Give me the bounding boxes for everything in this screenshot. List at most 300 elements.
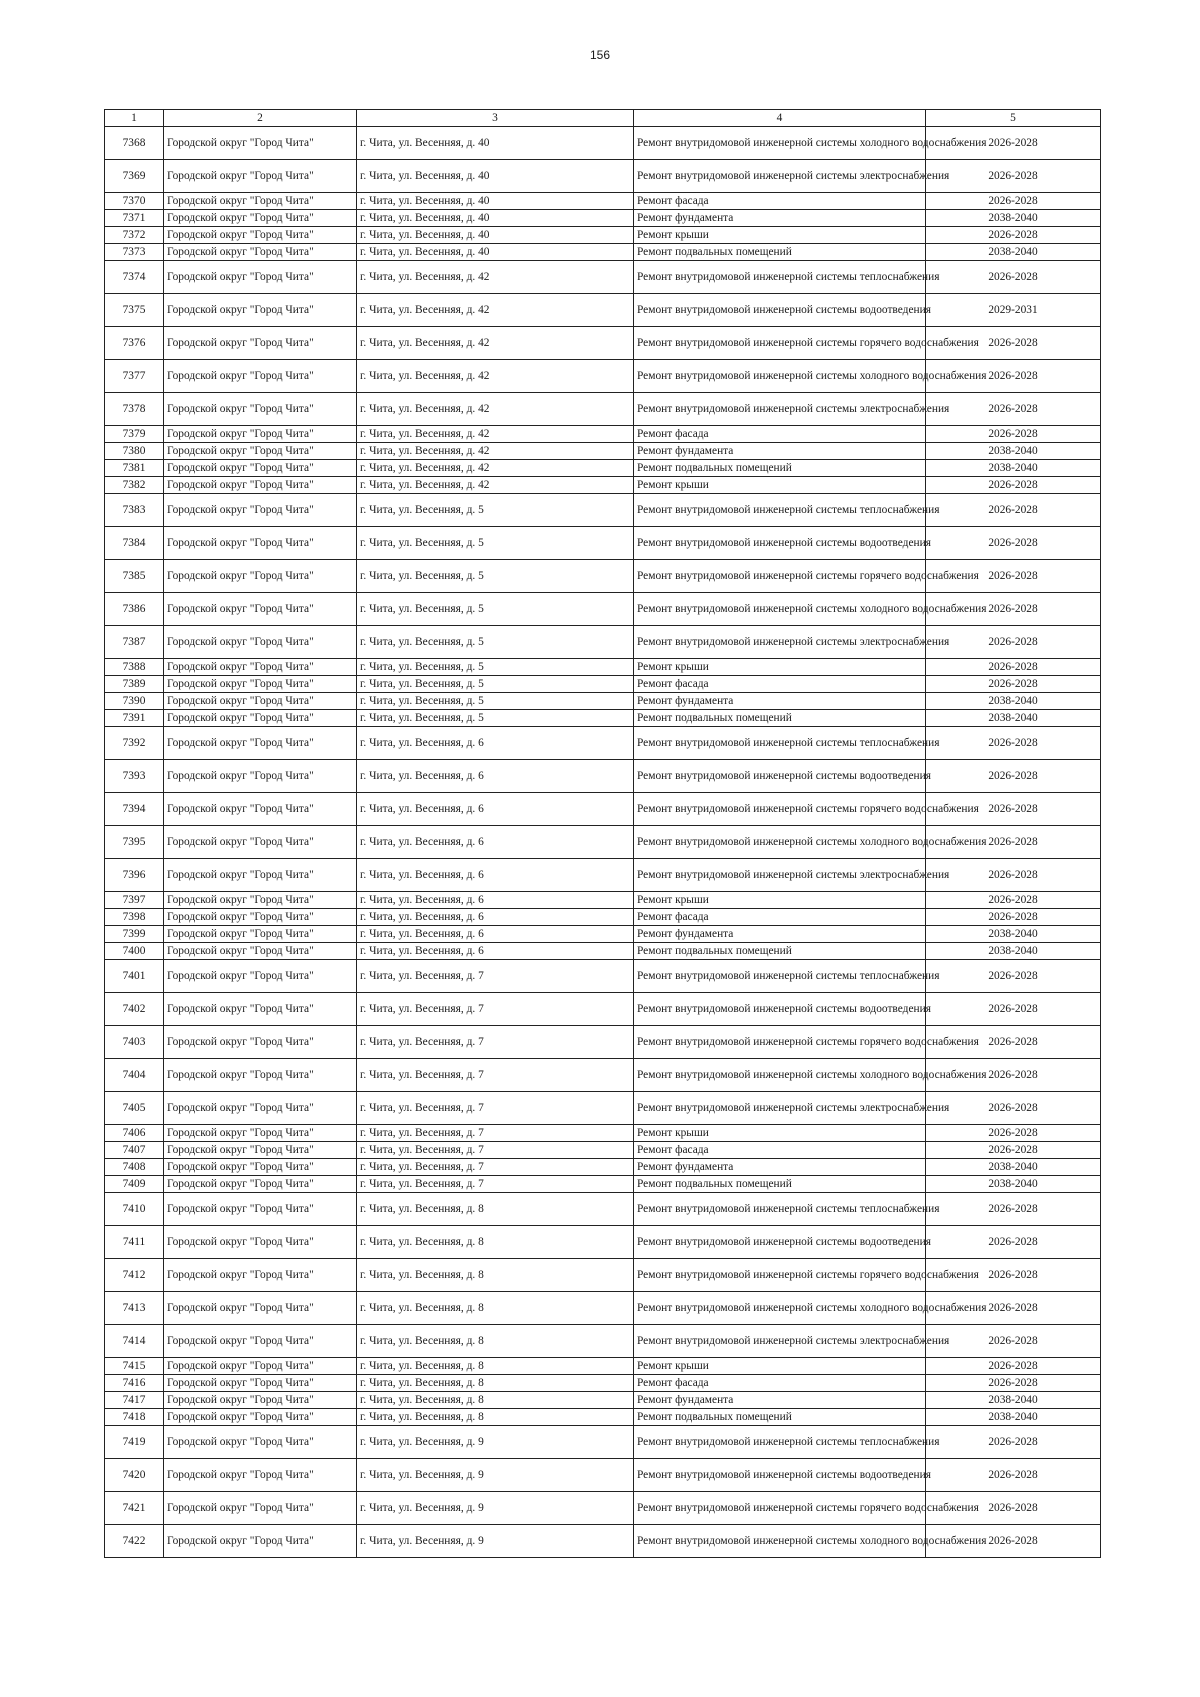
row-number-cell: 7390 (105, 693, 164, 710)
table-row (105, 1159, 1101, 1176)
table-row (105, 676, 1101, 693)
municipality-cell: Городской округ "Город Чита" (164, 960, 357, 993)
work-type-cell: Ремонт фундамента (634, 210, 926, 227)
table-row (105, 360, 1101, 393)
address-cell: г. Чита, ул. Весенняя, д. 6 (357, 859, 634, 892)
table-row (105, 443, 1101, 460)
address-cell: г. Чита, ул. Весенняя, д. 42 (357, 460, 634, 477)
address-cell: г. Чита, ул. Весенняя, д. 7 (357, 1125, 634, 1142)
table-row (105, 1459, 1101, 1492)
municipality-cell: Городской округ "Город Чита" (164, 926, 357, 943)
address-cell: г. Чита, ул. Весенняя, д. 8 (357, 1226, 634, 1259)
municipality-cell: Городской округ "Город Чита" (164, 426, 357, 443)
municipality-cell: Городской округ "Город Чита" (164, 327, 357, 360)
work-type-cell: Ремонт фундамента (634, 1159, 926, 1176)
row-number-cell: 7371 (105, 210, 164, 227)
period-cell: 2026-2028 (926, 626, 1101, 659)
period-cell: 2026-2028 (926, 1059, 1101, 1092)
row-number-cell: 7411 (105, 1226, 164, 1259)
municipality-cell: Городской округ "Город Чита" (164, 443, 357, 460)
row-number-cell: 7404 (105, 1059, 164, 1092)
address-cell: г. Чита, ул. Весенняя, д. 6 (357, 727, 634, 760)
work-type-cell: Ремонт подвальных помещений (634, 1409, 926, 1426)
period-cell: 2038-2040 (926, 943, 1101, 960)
period-cell: 2026-2028 (926, 1092, 1101, 1125)
address-cell: г. Чита, ул. Весенняя, д. 42 (357, 261, 634, 294)
table-row (105, 909, 1101, 926)
row-number-cell: 7368 (105, 127, 164, 160)
address-cell: г. Чита, ул. Весенняя, д. 8 (357, 1392, 634, 1409)
work-type-cell: Ремонт крыши (634, 1358, 926, 1375)
address-cell: г. Чита, ул. Весенняя, д. 7 (357, 1092, 634, 1125)
row-number-cell: 7388 (105, 659, 164, 676)
row-number-cell: 7415 (105, 1358, 164, 1375)
period-cell: 2026-2028 (926, 527, 1101, 560)
work-type-cell: Ремонт крыши (634, 892, 926, 909)
period-cell: 2026-2028 (926, 1026, 1101, 1059)
address-cell: г. Чита, ул. Весенняя, д. 7 (357, 1026, 634, 1059)
table-row (105, 1325, 1101, 1358)
work-type-cell: Ремонт внутридомовой инженерной системы холодного водоснабжения (634, 127, 926, 160)
address-cell: г. Чита, ул. Весенняя, д. 40 (357, 244, 634, 261)
address-cell: г. Чита, ул. Весенняя, д. 9 (357, 1492, 634, 1525)
period-cell: 2026-2028 (926, 1525, 1101, 1558)
table-row (105, 1125, 1101, 1142)
row-number-cell: 7420 (105, 1459, 164, 1492)
period-cell: 2038-2040 (926, 460, 1101, 477)
work-type-cell: Ремонт внутридомовой инженерной системы электроснабжения (634, 859, 926, 892)
address-cell: г. Чита, ул. Весенняя, д. 8 (357, 1193, 634, 1226)
address-cell: г. Чита, ул. Весенняя, д. 8 (357, 1259, 634, 1292)
municipality-cell: Городской округ "Город Чита" (164, 1325, 357, 1358)
address-cell: г. Чита, ул. Весенняя, д. 8 (357, 1375, 634, 1392)
period-cell: 2026-2028 (926, 659, 1101, 676)
address-cell: г. Чита, ул. Весенняя, д. 5 (357, 560, 634, 593)
table-row (105, 1358, 1101, 1375)
period-cell: 2026-2028 (926, 426, 1101, 443)
period-cell: 2026-2028 (926, 1358, 1101, 1375)
period-cell: 2026-2028 (926, 1125, 1101, 1142)
table-row (105, 793, 1101, 826)
municipality-cell: Городской округ "Город Чита" (164, 1176, 357, 1193)
period-cell: 2026-2028 (926, 909, 1101, 926)
work-type-cell: Ремонт фасада (634, 676, 926, 693)
address-cell: г. Чита, ул. Весенняя, д. 9 (357, 1525, 634, 1558)
table-row (105, 460, 1101, 477)
address-cell: г. Чита, ул. Весенняя, д. 5 (357, 659, 634, 676)
work-type-cell: Ремонт фасада (634, 1375, 926, 1392)
address-cell: г. Чита, ул. Весенняя, д. 6 (357, 760, 634, 793)
address-cell: г. Чита, ул. Весенняя, д. 40 (357, 160, 634, 193)
period-cell: 2026-2028 (926, 676, 1101, 693)
work-type-cell: Ремонт подвальных помещений (634, 460, 926, 477)
table-row (105, 1026, 1101, 1059)
work-type-cell: Ремонт внутридомовой инженерной системы горячего водоснабжения (634, 327, 926, 360)
municipality-cell: Городской округ "Город Чита" (164, 460, 357, 477)
table-row (105, 892, 1101, 909)
table-row (105, 1193, 1101, 1226)
period-cell: 2026-2028 (926, 760, 1101, 793)
table-row (105, 1142, 1101, 1159)
work-type-cell: Ремонт фасада (634, 1142, 926, 1159)
period-cell: 2038-2040 (926, 244, 1101, 261)
row-number-cell: 7398 (105, 909, 164, 926)
row-number-cell: 7418 (105, 1409, 164, 1426)
row-number-cell: 7380 (105, 443, 164, 460)
repair-schedule-table (104, 109, 1101, 1558)
municipality-cell: Городской округ "Город Чита" (164, 1358, 357, 1375)
period-cell: 2026-2028 (926, 477, 1101, 494)
address-cell: г. Чита, ул. Весенняя, д. 40 (357, 210, 634, 227)
address-cell: г. Чита, ул. Весенняя, д. 7 (357, 1176, 634, 1193)
work-type-cell: Ремонт внутридомовой инженерной системы водоотведения (634, 993, 926, 1026)
period-cell: 2026-2028 (926, 393, 1101, 426)
table-row (105, 1176, 1101, 1193)
municipality-cell: Городской округ "Город Чита" (164, 261, 357, 294)
address-cell: г. Чита, ул. Весенняя, д. 8 (357, 1292, 634, 1325)
municipality-cell: Городской округ "Город Чита" (164, 1159, 357, 1176)
municipality-cell: Городской округ "Город Чита" (164, 1193, 357, 1226)
work-type-cell: Ремонт крыши (634, 659, 926, 676)
period-cell: 2026-2028 (926, 1259, 1101, 1292)
address-cell: г. Чита, ул. Весенняя, д. 8 (357, 1325, 634, 1358)
work-type-cell: Ремонт фундамента (634, 443, 926, 460)
row-number-cell: 7372 (105, 227, 164, 244)
period-cell: 2038-2040 (926, 1392, 1101, 1409)
municipality-cell: Городской округ "Город Чита" (164, 1142, 357, 1159)
table-row (105, 426, 1101, 443)
table-row (105, 1292, 1101, 1325)
table-row (105, 1392, 1101, 1409)
work-type-cell: Ремонт фундамента (634, 926, 926, 943)
municipality-cell: Городской округ "Город Чита" (164, 1092, 357, 1125)
address-cell: г. Чита, ул. Весенняя, д. 9 (357, 1459, 634, 1492)
row-number-cell: 7395 (105, 826, 164, 859)
row-number-cell: 7405 (105, 1092, 164, 1125)
row-number-cell: 7374 (105, 261, 164, 294)
municipality-cell: Городской округ "Город Чита" (164, 1259, 357, 1292)
work-type-cell: Ремонт фундамента (634, 693, 926, 710)
period-cell: 2038-2040 (926, 926, 1101, 943)
row-number-cell: 7421 (105, 1492, 164, 1525)
period-cell: 2026-2028 (926, 1325, 1101, 1358)
municipality-cell: Городской округ "Город Чита" (164, 560, 357, 593)
table-header (105, 110, 1101, 127)
row-number-cell: 7416 (105, 1375, 164, 1392)
address-cell: г. Чита, ул. Весенняя, д. 7 (357, 1059, 634, 1092)
table-row (105, 193, 1101, 210)
municipality-cell: Городской округ "Город Чита" (164, 1292, 357, 1325)
municipality-cell: Городской округ "Город Чита" (164, 1125, 357, 1142)
row-number-cell: 7410 (105, 1193, 164, 1226)
row-number-cell: 7408 (105, 1159, 164, 1176)
municipality-cell: Городской округ "Город Чита" (164, 943, 357, 960)
work-type-cell: Ремонт внутридомовой инженерной системы водоотведения (634, 1226, 926, 1259)
table-row (105, 1375, 1101, 1392)
address-cell: г. Чита, ул. Весенняя, д. 5 (357, 626, 634, 659)
address-cell: г. Чита, ул. Весенняя, д. 42 (357, 360, 634, 393)
row-number-cell: 7387 (105, 626, 164, 659)
table-row (105, 1226, 1101, 1259)
municipality-cell: Городской округ "Город Чита" (164, 1226, 357, 1259)
municipality-cell: Городской округ "Город Чита" (164, 826, 357, 859)
municipality-cell: Городской округ "Город Чита" (164, 360, 357, 393)
period-cell: 2026-2028 (926, 127, 1101, 160)
row-number-cell: 7378 (105, 393, 164, 426)
table-row (105, 710, 1101, 727)
period-cell: 2029-2031 (926, 294, 1101, 327)
period-cell: 2026-2028 (926, 1142, 1101, 1159)
work-type-cell: Ремонт фасада (634, 909, 926, 926)
municipality-cell: Городской округ "Город Чита" (164, 710, 357, 727)
row-number-cell: 7399 (105, 926, 164, 943)
table-row (105, 593, 1101, 626)
work-type-cell: Ремонт внутридомовой инженерной системы холодного водоснабжения (634, 1525, 926, 1558)
row-number-cell: 7370 (105, 193, 164, 210)
page-number: 156 (589, 48, 611, 62)
address-cell: г. Чита, ул. Весенняя, д. 6 (357, 892, 634, 909)
period-cell: 2026-2028 (926, 892, 1101, 909)
table-row (105, 1492, 1101, 1525)
address-cell: г. Чита, ул. Весенняя, д. 5 (357, 693, 634, 710)
table-row (105, 760, 1101, 793)
address-cell: г. Чита, ул. Весенняя, д. 5 (357, 527, 634, 560)
work-type-cell: Ремонт внутридомовой инженерной системы теплоснабжения (634, 960, 926, 993)
table-body (105, 127, 1101, 1558)
work-type-cell: Ремонт внутридомовой инженерной системы холодного водоснабжения (634, 360, 926, 393)
row-number-cell: 7422 (105, 1525, 164, 1558)
period-cell: 2038-2040 (926, 1159, 1101, 1176)
table-row (105, 227, 1101, 244)
table-row (105, 859, 1101, 892)
table-row (105, 393, 1101, 426)
period-cell: 2026-2028 (926, 1375, 1101, 1392)
period-cell: 2038-2040 (926, 443, 1101, 460)
row-number-cell: 7402 (105, 993, 164, 1026)
work-type-cell: Ремонт крыши (634, 477, 926, 494)
municipality-cell: Городской округ "Город Чита" (164, 593, 357, 626)
period-cell: 2026-2028 (926, 826, 1101, 859)
municipality-cell: Городской округ "Город Чита" (164, 227, 357, 244)
table-row (105, 127, 1101, 160)
address-cell: г. Чита, ул. Весенняя, д. 42 (357, 294, 634, 327)
work-type-cell: Ремонт подвальных помещений (634, 943, 926, 960)
period-cell: 2038-2040 (926, 693, 1101, 710)
address-cell: г. Чита, ул. Весенняя, д. 5 (357, 710, 634, 727)
period-cell: 2026-2028 (926, 859, 1101, 892)
municipality-cell: Городской округ "Город Чита" (164, 727, 357, 760)
table-row (105, 626, 1101, 659)
address-cell: г. Чита, ул. Весенняя, д. 6 (357, 926, 634, 943)
municipality-cell: Городской округ "Город Чита" (164, 210, 357, 227)
address-cell: г. Чита, ул. Весенняя, д. 5 (357, 494, 634, 527)
work-type-cell: Ремонт подвальных помещений (634, 1176, 926, 1193)
work-type-cell: Ремонт внутридомовой инженерной системы теплоснабжения (634, 494, 926, 527)
address-cell: г. Чита, ул. Весенняя, д. 42 (357, 426, 634, 443)
address-cell: г. Чита, ул. Весенняя, д. 42 (357, 393, 634, 426)
period-cell: 2026-2028 (926, 1459, 1101, 1492)
work-type-cell: Ремонт фасада (634, 426, 926, 443)
table-row (105, 1409, 1101, 1426)
municipality-cell: Городской округ "Город Чита" (164, 127, 357, 160)
work-type-cell: Ремонт внутридомовой инженерной системы водоотведения (634, 294, 926, 327)
period-cell: 2026-2028 (926, 1193, 1101, 1226)
row-number-cell: 7413 (105, 1292, 164, 1325)
table-row (105, 943, 1101, 960)
column-header: 3 (357, 110, 634, 127)
address-cell: г. Чита, ул. Весенняя, д. 6 (357, 826, 634, 859)
table-row (105, 1092, 1101, 1125)
period-cell: 2026-2028 (926, 261, 1101, 294)
period-cell: 2026-2028 (926, 560, 1101, 593)
municipality-cell: Городской округ "Город Чита" (164, 760, 357, 793)
row-number-cell: 7409 (105, 1176, 164, 1193)
address-cell: г. Чита, ул. Весенняя, д. 42 (357, 477, 634, 494)
row-number-cell: 7375 (105, 294, 164, 327)
row-number-cell: 7386 (105, 593, 164, 626)
row-number-cell: 7382 (105, 477, 164, 494)
municipality-cell: Городской округ "Город Чита" (164, 1392, 357, 1409)
row-number-cell: 7389 (105, 676, 164, 693)
municipality-cell: Городской округ "Город Чита" (164, 1426, 357, 1459)
row-number-cell: 7406 (105, 1125, 164, 1142)
municipality-cell: Городской округ "Город Чита" (164, 294, 357, 327)
period-cell: 2026-2028 (926, 494, 1101, 527)
table-row (105, 527, 1101, 560)
row-number-cell: 7379 (105, 426, 164, 443)
municipality-cell: Городской округ "Город Чита" (164, 1409, 357, 1426)
table-row (105, 1259, 1101, 1292)
address-cell: г. Чита, ул. Весенняя, д. 40 (357, 227, 634, 244)
work-type-cell: Ремонт внутридомовой инженерной системы горячего водоснабжения (634, 1259, 926, 1292)
address-cell: г. Чита, ул. Весенняя, д. 6 (357, 943, 634, 960)
row-number-cell: 7403 (105, 1026, 164, 1059)
work-type-cell: Ремонт внутридомовой инженерной системы теплоснабжения (634, 261, 926, 294)
period-cell: 2026-2028 (926, 1426, 1101, 1459)
row-number-cell: 7373 (105, 244, 164, 261)
period-cell: 2038-2040 (926, 710, 1101, 727)
address-cell: г. Чита, ул. Весенняя, д. 8 (357, 1409, 634, 1426)
period-cell: 2038-2040 (926, 1176, 1101, 1193)
work-type-cell: Ремонт внутридомовой инженерной системы электроснабжения (634, 393, 926, 426)
table-row (105, 693, 1101, 710)
table-row (105, 1525, 1101, 1558)
column-header: 1 (105, 110, 164, 127)
row-number-cell: 7393 (105, 760, 164, 793)
work-type-cell: Ремонт фасада (634, 193, 926, 210)
period-cell: 2026-2028 (926, 360, 1101, 393)
work-type-cell: Ремонт внутридомовой инженерной системы водоотведения (634, 527, 926, 560)
municipality-cell: Городской округ "Город Чита" (164, 909, 357, 926)
period-cell: 2026-2028 (926, 327, 1101, 360)
work-type-cell: Ремонт фундамента (634, 1392, 926, 1409)
work-type-cell: Ремонт подвальных помещений (634, 244, 926, 261)
table-row (105, 160, 1101, 193)
municipality-cell: Городской округ "Город Чита" (164, 1026, 357, 1059)
column-header: 5 (926, 110, 1101, 127)
row-number-cell: 7384 (105, 527, 164, 560)
municipality-cell: Городской округ "Город Чита" (164, 244, 357, 261)
municipality-cell: Городской округ "Город Чита" (164, 527, 357, 560)
row-number-cell: 7383 (105, 494, 164, 527)
municipality-cell: Городской округ "Город Чита" (164, 1375, 357, 1392)
table-row (105, 294, 1101, 327)
work-type-cell: Ремонт внутридомовой инженерной системы холодного водоснабжения (634, 593, 926, 626)
municipality-cell: Городской округ "Город Чита" (164, 1492, 357, 1525)
period-cell: 2026-2028 (926, 227, 1101, 244)
municipality-cell: Городской округ "Город Чита" (164, 793, 357, 826)
row-number-cell: 7417 (105, 1392, 164, 1409)
municipality-cell: Городской округ "Город Чита" (164, 1459, 357, 1492)
municipality-cell: Городской округ "Город Чита" (164, 193, 357, 210)
municipality-cell: Городской округ "Город Чита" (164, 160, 357, 193)
work-type-cell: Ремонт внутридомовой инженерной системы горячего водоснабжения (634, 1026, 926, 1059)
address-cell: г. Чита, ул. Весенняя, д. 7 (357, 993, 634, 1026)
period-cell: 2026-2028 (926, 793, 1101, 826)
table-row (105, 1059, 1101, 1092)
period-cell: 2026-2028 (926, 593, 1101, 626)
work-type-cell: Ремонт крыши (634, 1125, 926, 1142)
address-cell: г. Чита, ул. Весенняя, д. 5 (357, 676, 634, 693)
municipality-cell: Городской округ "Город Чита" (164, 892, 357, 909)
row-number-cell: 7394 (105, 793, 164, 826)
row-number-cell: 7381 (105, 460, 164, 477)
work-type-cell: Ремонт внутридомовой инженерной системы теплоснабжения (634, 1426, 926, 1459)
work-type-cell: Ремонт внутридомовой инженерной системы горячего водоснабжения (634, 793, 926, 826)
work-type-cell: Ремонт внутридомовой инженерной системы электроснабжения (634, 160, 926, 193)
table-row (105, 727, 1101, 760)
address-cell: г. Чита, ул. Весенняя, д. 7 (357, 960, 634, 993)
work-type-cell: Ремонт внутридомовой инженерной системы холодного водоснабжения (634, 1292, 926, 1325)
work-type-cell: Ремонт внутридомовой инженерной системы теплоснабжения (634, 727, 926, 760)
municipality-cell: Городской округ "Город Чита" (164, 1059, 357, 1092)
row-number-cell: 7400 (105, 943, 164, 960)
municipality-cell: Городской округ "Город Чита" (164, 494, 357, 527)
period-cell: 2026-2028 (926, 1226, 1101, 1259)
work-type-cell: Ремонт подвальных помещений (634, 710, 926, 727)
work-type-cell: Ремонт внутридомовой инженерной системы электроснабжения (634, 1325, 926, 1358)
row-number-cell: 7385 (105, 560, 164, 593)
table-row (105, 560, 1101, 593)
work-type-cell: Ремонт внутридомовой инженерной системы горячего водоснабжения (634, 1492, 926, 1525)
row-number-cell: 7407 (105, 1142, 164, 1159)
row-number-cell: 7369 (105, 160, 164, 193)
row-number-cell: 7376 (105, 327, 164, 360)
period-cell: 2038-2040 (926, 210, 1101, 227)
row-number-cell: 7419 (105, 1426, 164, 1459)
work-type-cell: Ремонт внутридомовой инженерной системы электроснабжения (634, 1092, 926, 1125)
address-cell: г. Чита, ул. Весенняя, д. 6 (357, 909, 634, 926)
work-type-cell: Ремонт внутридомовой инженерной системы теплоснабжения (634, 1193, 926, 1226)
column-header: 2 (164, 110, 357, 127)
municipality-cell: Городской округ "Город Чита" (164, 626, 357, 659)
table-row (105, 960, 1101, 993)
municipality-cell: Городской округ "Город Чита" (164, 393, 357, 426)
table-row (105, 210, 1101, 227)
work-type-cell: Ремонт внутридомовой инженерной системы холодного водоснабжения (634, 826, 926, 859)
address-cell: г. Чита, ул. Весенняя, д. 42 (357, 327, 634, 360)
municipality-cell: Городской округ "Город Чита" (164, 693, 357, 710)
table-row (105, 993, 1101, 1026)
column-header: 4 (634, 110, 926, 127)
address-cell: г. Чита, ул. Весенняя, д. 8 (357, 1358, 634, 1375)
municipality-cell: Городской округ "Город Чита" (164, 676, 357, 693)
municipality-cell: Городской округ "Город Чита" (164, 859, 357, 892)
municipality-cell: Городской округ "Город Чита" (164, 659, 357, 676)
address-cell: г. Чита, ул. Весенняя, д. 7 (357, 1159, 634, 1176)
work-type-cell: Ремонт крыши (634, 227, 926, 244)
address-cell: г. Чита, ул. Весенняя, д. 7 (357, 1142, 634, 1159)
